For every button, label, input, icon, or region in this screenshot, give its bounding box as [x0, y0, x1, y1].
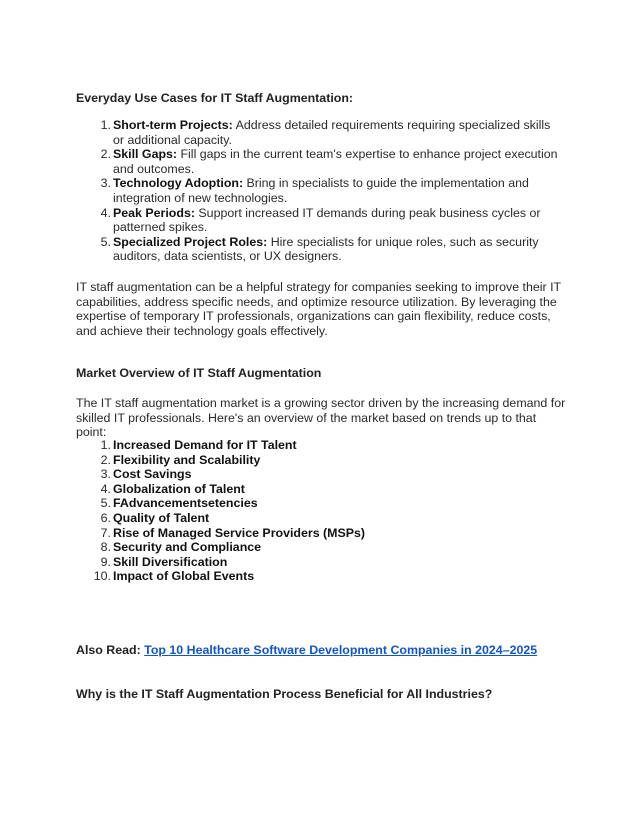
list-number: 2.	[100, 452, 111, 467]
list-item	[93, 569, 563, 584]
list-number: 2.	[100, 147, 111, 162]
list-number: 3.	[100, 467, 111, 482]
item-title: Quality of Talent	[113, 510, 210, 525]
use-cases-list	[100, 118, 563, 264]
list-number: 8.	[100, 540, 111, 555]
item-title: Flexibility and Scalability	[113, 452, 261, 467]
list-number: 4.	[100, 481, 111, 496]
market-list	[93, 438, 563, 584]
list-item	[100, 510, 563, 526]
item-title: Skill Diversification	[113, 554, 228, 569]
list-number: 5.	[100, 496, 111, 511]
item-title: Increased Demand for IT Talent	[113, 438, 297, 452]
item-title: FAdvancementsetencies	[113, 496, 258, 511]
list-item	[100, 205, 563, 235]
item-description: Fill gaps in the current team's expertise to enhance project execution and outcomes.	[113, 147, 558, 176]
list-item	[100, 554, 563, 570]
market-intro: The IT staff augmentation market is a growing sector driven by the increasing demand for skilled IT professionals. Here's an overview of the market based on trends up to that point:	[76, 396, 566, 440]
list-number: 7.	[100, 525, 111, 540]
list-item	[100, 525, 563, 541]
list-number: 4.	[100, 205, 111, 220]
item-description: Address detailed requirements requiring specialized skills or additional capacity.	[113, 118, 551, 147]
item-description: Hire specialists for unique roles, such as security auditors, data scientists, or UX designers.	[113, 234, 539, 264]
use-cases-summary: IT staff augmentation can be a helpful strategy for companies seeking to improve their IT capabilities, address specific needs, and optimize resource utilization. By leveraging the expertise of temporary IT professionals, organizations can gain flexibility, reduce costs, and achieve their technology goals effectively.	[76, 280, 561, 338]
list-number: 10.	[93, 569, 111, 584]
item-title: Skill Gaps:	[113, 147, 178, 162]
list-number: 1.	[100, 438, 111, 452]
list-number: 1.	[100, 118, 111, 132]
list-item	[100, 452, 563, 468]
list-item	[100, 540, 563, 555]
use-cases-heading: Everyday Use Cases for IT Staff Augmentation:	[76, 91, 354, 105]
list-number: 3.	[100, 176, 111, 191]
list-item	[100, 176, 563, 205]
item-title: Impact of Global Events	[113, 569, 255, 584]
item-title: Globalization of Talent	[113, 481, 245, 496]
also-read-link[interactable]: Top 10 Healthcare Software Development Companies in 2024–2025	[144, 643, 538, 657]
list-item	[100, 467, 563, 482]
list-item	[100, 118, 563, 147]
list-item	[100, 496, 563, 511]
item-description: Support increased IT demands during peak business cycles or patterned spikes.	[113, 205, 541, 235]
next-section-heading: Why is the IT Staff Augmentation Process Beneficial for All Industries?	[76, 687, 493, 701]
list-item	[100, 481, 563, 497]
list-item	[100, 438, 563, 453]
list-number: 5.	[100, 234, 111, 249]
list-number: 9.	[100, 554, 111, 569]
item-title: Security and Compliance	[113, 540, 262, 555]
list-item	[100, 234, 563, 264]
market-heading: Market Overview of IT Staff Augmentation	[76, 366, 322, 380]
item-description: Bring in specialists to guide the implementation and integration of new technologies.	[113, 176, 529, 205]
list-item	[100, 147, 563, 176]
item-title: Rise of Managed Service Providers (MSPs)	[113, 525, 366, 540]
also-read-label: Also Read:	[76, 643, 145, 657]
item-title: Cost Savings	[113, 467, 192, 482]
item-title: Specialized Project Roles:	[113, 234, 268, 249]
item-title: Peak Periods:	[113, 205, 195, 220]
item-title: Technology Adoption:	[113, 176, 244, 191]
also-read	[76, 643, 537, 657]
item-title: Short-term Projects:	[113, 118, 233, 132]
list-number: 6.	[100, 510, 111, 525]
